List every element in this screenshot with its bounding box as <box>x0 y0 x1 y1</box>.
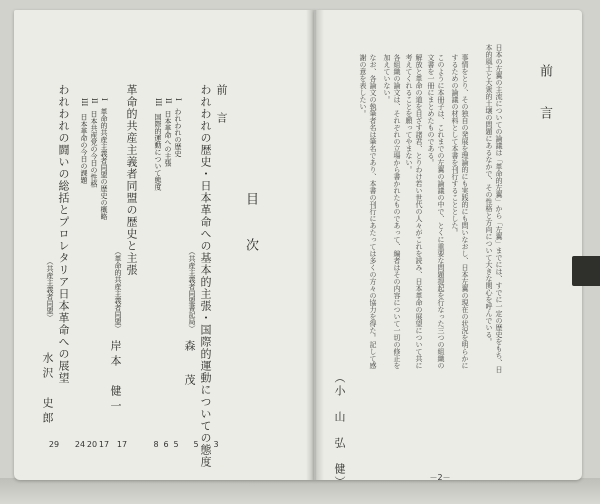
page-tab-marker <box>572 256 600 286</box>
toc-entry-page-3: 29 <box>48 440 60 449</box>
toc-sub-4: I 革命的共産主義者同盟の歴史の概略 <box>100 98 108 220</box>
toc-sub-page-5: 20 <box>86 440 98 449</box>
toc-sub-6: III 日本革命の今日の課題 <box>80 98 88 184</box>
preface-signature: （小 山 弘 健） <box>333 372 346 489</box>
toc-entry-title-3: われわれの闘いの総括とプロレタリア日本革命への展望 <box>57 84 70 384</box>
toc-entry-title-1: われわれの歴史・日本革命への基本的主張・国際的運動についての態度 <box>199 84 212 468</box>
toc-entry-page-1: 5 <box>193 440 199 449</box>
preface-paragraph-3: このように本冊子は、これまでの左翼の論議の中で、とくに重要な問題提起を行なった三つの組織の文書を一冊にまとめたものである。 <box>427 54 445 369</box>
book-gutter <box>306 10 324 480</box>
toc-sub-page-4: 17 <box>98 440 110 449</box>
toc-entry-org-3: （共産主義者同盟） <box>46 258 54 321</box>
toc-entry-author-2: 岸本 健一 <box>109 340 122 415</box>
preface-paragraph-4: 解放と革命の道を目ざす諸君、とりわけ若い世代の人々がこれを読み、日本革命の展望について共に考えてくれることを願ってやまない。 <box>405 54 423 369</box>
preface-heading: 前 言 <box>537 64 552 127</box>
toc-entry-author-1: 森 茂 <box>183 340 196 391</box>
toc-sub-page-2: 6 <box>163 440 169 449</box>
toc-sub-page-3: 8 <box>153 440 159 449</box>
preface-paragraph-2: 事情をとり、その独自の発展を理論的にも実践的にも問いなおし、日本左翼の現在の状況を明らかにするための論議の材料として本書を刊行することとした。 <box>451 54 469 369</box>
toc-sub-page-6: 24 <box>74 440 86 449</box>
toc-entry-title-2: 革命的共産主義者同盟の歴史と主張 <box>125 84 138 276</box>
preface-paragraph-1: 日本の左翼の主流についての論議は「革命的左翼」から「左翼」までには、すでに一定の歴史をもち、日本的風土と大衆的土壌の問題にあるなかで、その性格と方向について大きな関心を呼んでいる。 <box>485 44 503 373</box>
toc-entry-org-2: （革命的共産主義者同盟） <box>114 248 122 332</box>
toc-sub-3: III 国際的運動について態度 <box>154 98 162 191</box>
toc-preface-heading: 前 言 <box>215 84 228 126</box>
toc-entry-org-1: （共産主義者同盟書記局） <box>188 248 196 332</box>
preface-paragraph-6: なお、各論文の執筆者名は筆名であり、本書の刊行にあたっては多くの方々の協力を得た。記して感謝の意を表したい。 <box>359 54 377 369</box>
toc-entry-author-3: 水沢 史郎 <box>41 352 54 427</box>
contents-title: 目 次 <box>243 192 258 261</box>
toc-sub-5: II 日本共産党の今日の性格 <box>90 98 98 188</box>
toc-preface-page: 3 <box>213 440 219 449</box>
page-number: －2－ <box>429 473 451 482</box>
toc-sub-1: I われわれの歴史 <box>174 98 182 157</box>
preface-paragraph-5: 各組織の論文は、それぞれの立場から書かれたものであって、編者はその内容について一切の修正を加えていない。 <box>383 54 401 369</box>
toc-entry-page-2: 17 <box>116 440 128 449</box>
toc-sub-2: II 日本革命への主張 <box>164 98 172 167</box>
toc-sub-page-1: 5 <box>173 440 179 449</box>
